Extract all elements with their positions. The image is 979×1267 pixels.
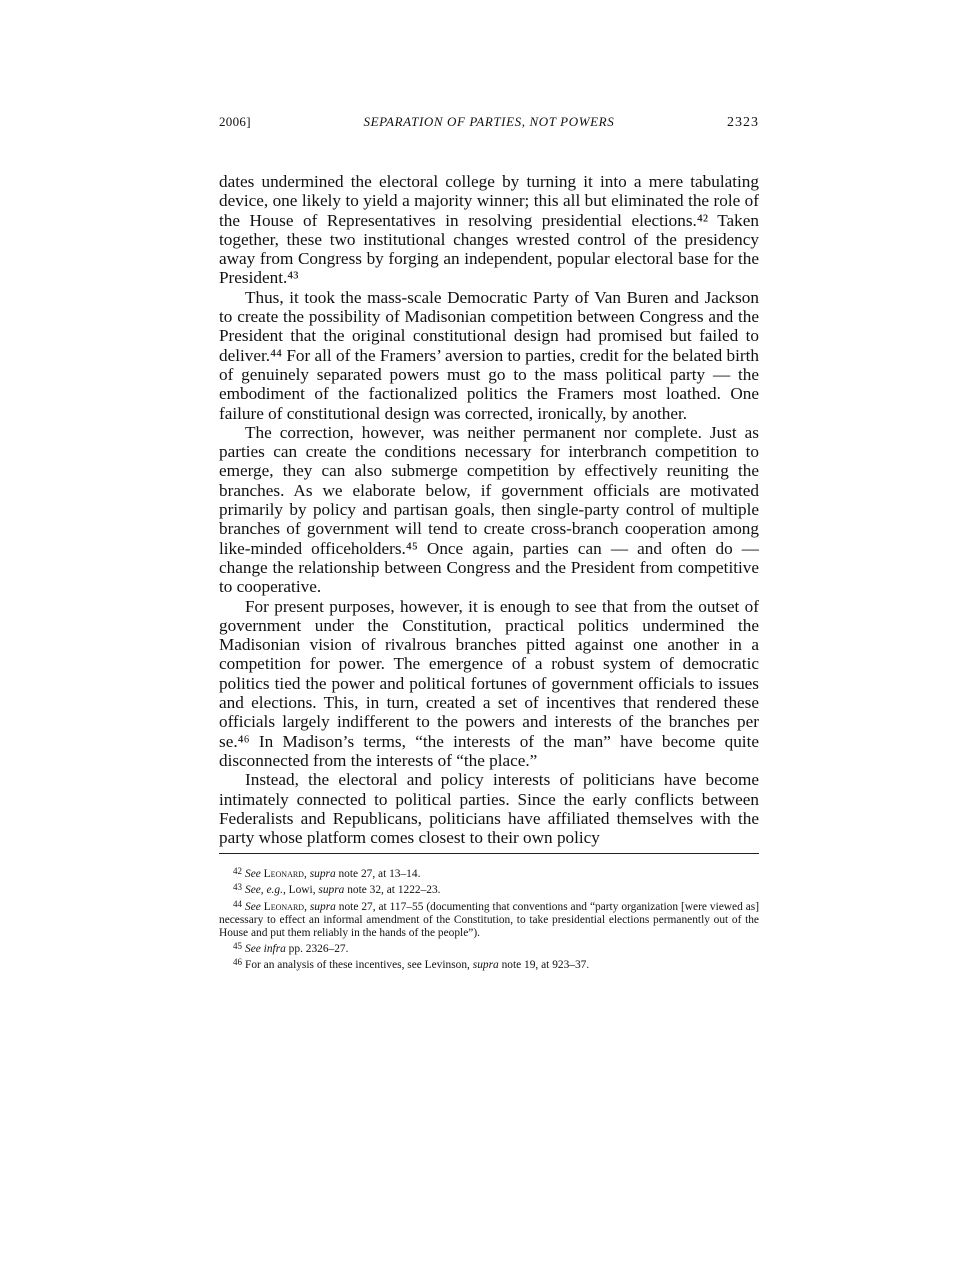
footnote-number: 44 [233,898,242,909]
paragraph: For present purposes, however, it is enough to see that from the outset of government under the Constitution, practical politics undermined the Madisonian vision of rivalrous branches pitted against one another in a competition for power. The emergence of a robust system of democratic politics tied the power and political fortunes of government officials to issues and elections. This, in turn, created a set of incentives that rendered these officials largely indifferent to the powers and interests of the branches per se.⁴⁶ In Madison’s terms, “the interests of the man” have become quite disconnected from the interests of “the place.” [219,596,759,770]
footnotes [219,865,759,972]
signal: supra [309,900,336,913]
signal: See [245,900,261,913]
footnote-text: , [303,868,307,881]
footnote-44 [219,898,759,940]
footnote-text: note 27, at 13–14. [335,868,421,881]
signal: supra [472,958,499,971]
footnote-text: note 27, at 117–55 (documenting that conventions and “party organization [were viewed as] necessary to effect an informal amendment of the Constitution, to take presidential elections permanently out of the House and put them reliably in the hands of the people”). [219,900,759,939]
paragraph: Instead, the electoral and policy interests of politicians have become intimately connected to political parties. Since the early conflicts between Federalists and Republicans, politicians have affiliated themselves with the party whose platform comes closest to their own policy [219,770,759,848]
header-title: SEPARATION OF PARTIES, NOT POWERS [363,114,615,129]
header-year: 2006] [219,114,251,129]
footnote-text: note 19, at 923–37. [498,958,590,971]
footnote-number: 43 [233,882,242,893]
page [219,114,759,972]
signal: infra [263,942,286,955]
footnote-text: , Lowi, [282,884,316,897]
footnote-46 [219,956,759,972]
footnote-divider [219,853,759,854]
footnote-number: 46 [233,956,242,967]
paragraph: Thus, it took the mass-scale Democratic Party of Van Buren and Jackson to create the possibility of Madisonian competition between Congress and the President that the original constitutional design had promised but failed to deliver.⁴⁴ For all of the Framers’ aversion to parties, credit for the belated birth of genuinely separated powers must go to the mass political party — the embodiment of the factionalized politics the Framers most loathed. One failure of constitutional design was corrected, ironically, by another. [219,287,760,423]
footnote-42 [219,865,759,881]
signal: supra [309,868,336,881]
paragraph: The correction, however, was neither permanent nor complete. Just as parties can create the conditions necessary for interbranch competition to emerge, they can also submerge competition by effectively reuniting the branches. As we elaborate below, if government officials are motivated primarily by policy and partisan goals, then single-party control of multiple branches of government will tend to create cross-branch cooperation among like-minded officeholders.⁴⁵ Once again, parties can — and often do — change the relationship between Congress and the President from competitive to cooperative. [219,422,759,597]
signal: See [245,868,261,881]
footnote-43 [219,881,759,897]
footnote-number: 45 [233,940,242,951]
footnote-text: note 32, at 1222–23. [344,884,441,897]
paragraph: dates undermined the electoral college by turning it into a mere tabulating device, one likely to yield a majority winner; this all but eliminated the role of the House of Representatives in resolving presidential elections.⁴² Taken together, these two institutional changes wrested control of the presidency away from Congress by forging an independent, popular electoral base for the President.⁴³ [219,172,759,288]
footnote-text: For an analysis of these incentives, see Levinson, [245,958,470,971]
signal: supra [318,884,345,897]
page-number: 2323 [726,115,759,130]
footnote-number: 42 [233,866,242,877]
running-header [219,114,759,134]
footnote-text: , [304,900,307,913]
footnote-45 [219,940,759,956]
author: Leonard [263,868,304,881]
signal: See, e.g. [245,884,283,897]
signal: See [245,942,261,955]
author: Leonard [263,900,305,913]
body-text [219,172,759,847]
footnote-text: pp. 2326–27. [285,942,349,955]
